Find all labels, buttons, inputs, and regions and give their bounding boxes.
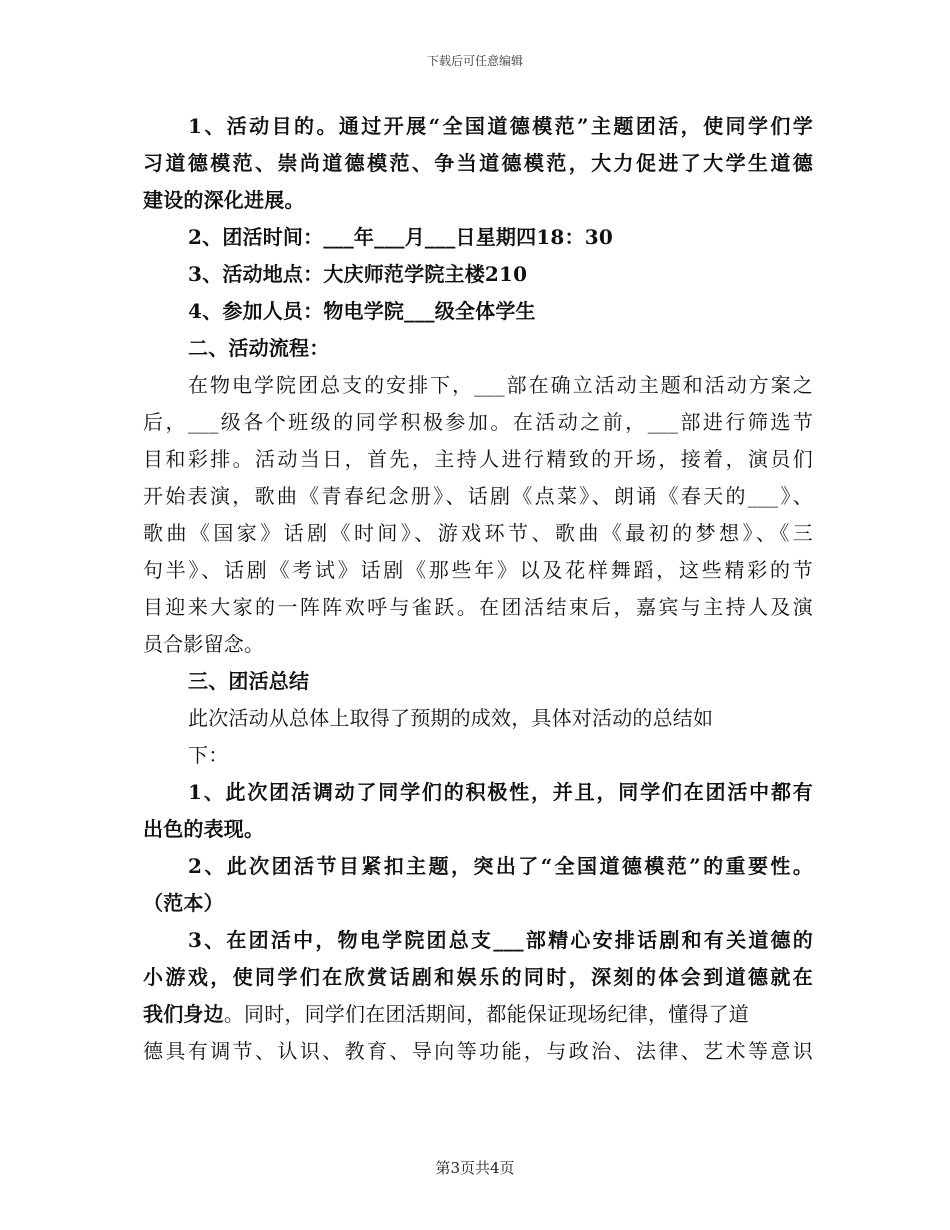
- text-line: 习道德模范、崇尚道德模范、争当道德模范，大力促进了大学生道德: [143, 151, 813, 175]
- text-line-bold-part: 我们身边: [143, 1002, 224, 1026]
- text-line: 3、活动地点：大庆师范学院主楼210: [188, 262, 528, 286]
- text-line: 三、团活总结: [188, 669, 310, 693]
- text-line: 小游戏，使同学们在欣赏话剧和娱乐的同时，深刻的体会到道德就在: [143, 965, 813, 989]
- text-line: 德具有调节、认识、教育、导向等功能，与政治、法律、艺术等意识: [143, 1039, 813, 1063]
- text-line: 3、在团活中，物电学院团总支___部精心安排话剧和有关道德的: [188, 928, 813, 952]
- text-line: 2、团活时间：___年___月___日星期四18：30: [188, 225, 613, 249]
- text-line: 出色的表现。: [143, 817, 265, 841]
- text-line: 句半》、话剧《考试》话剧《那些年》以及花样舞蹈，这些精彩的节: [143, 558, 813, 582]
- header-note: 下载后可任意编辑: [426, 54, 523, 68]
- page-number: 第3页共4页: [435, 1159, 515, 1177]
- text-line: 二、活动流程：: [188, 336, 330, 360]
- text-line: 1、此次团活调动了同学们的积极性，并且，同学们在团活中都有: [188, 780, 813, 804]
- text-line: [143, 996, 813, 1033]
- text-line: 目迎来大家的一阵阵欢呼与雀跃。在团活结束后，嘉宾与主持人及演: [143, 595, 813, 619]
- text-line: 此次活动从总体上取得了预期的成效，具体对活动的总结如: [188, 706, 714, 730]
- text-line: 2、此次团活节目紧扣主题，突出了“全国道德模范”的重要性。: [188, 854, 813, 878]
- text-line: 在物电学院团总支的安排下，___部在确立活动主题和活动方案之: [188, 373, 813, 397]
- text-line-normal-part: 。同时，同学们在团活期间，都能保证现场纪律，懂得了道: [223, 1002, 750, 1026]
- text-line: 后，___级各个班级的同学积极参加。在活动之前，___部进行筛选节: [143, 410, 813, 434]
- text-line: 建设的深化进展。: [143, 188, 305, 212]
- text-line: 目和彩排。活动当日，首先，主持人进行精致的开场，接着，演员们: [143, 447, 813, 471]
- text-line: 开始表演，歌曲《青春纪念册》、话剧《点菜》、朗诵《春天的___》、: [143, 484, 813, 508]
- text-line: 下：: [188, 743, 229, 767]
- text-line: 4、参加人员：物电学院___级全体学生: [188, 299, 536, 323]
- text-line: （范本）: [143, 891, 224, 915]
- text-line: 歌曲《国家》话剧《时间》、游戏环节、歌曲《最初的梦想》、《三: [143, 521, 813, 545]
- document-body: [143, 108, 813, 1070]
- text-line: 员合影留念。: [143, 632, 265, 656]
- text-line: 1、活动目的。通过开展“全国道德模范”主题团活，使同学们学: [188, 114, 813, 138]
